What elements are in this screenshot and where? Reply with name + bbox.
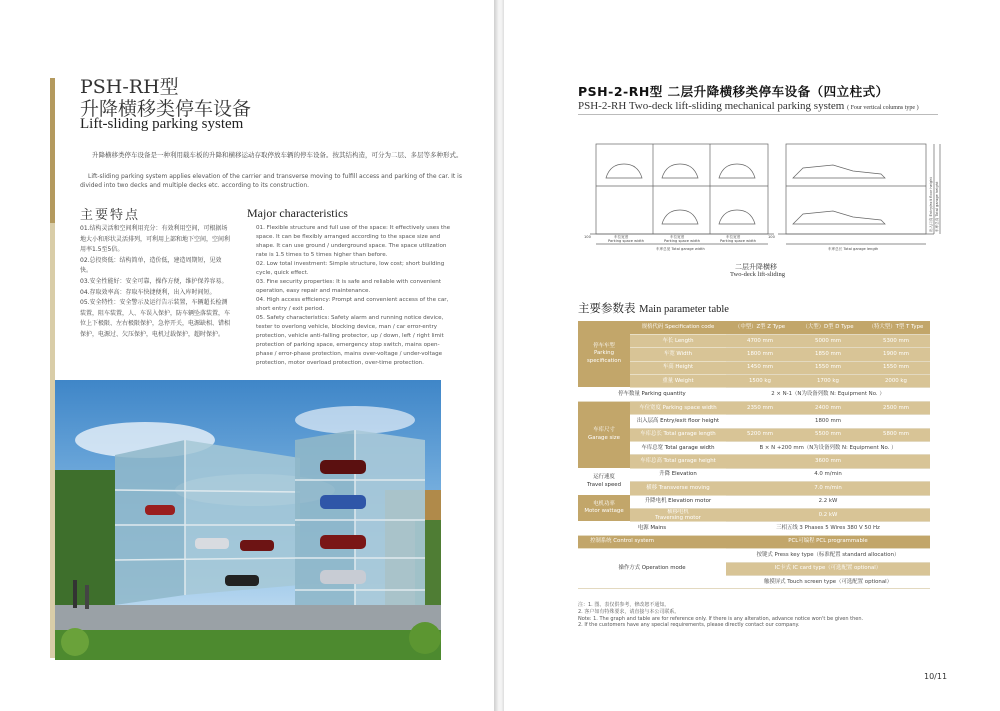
right-page bbox=[504, 0, 1000, 711]
table-row: 横移 Transverse moving 7.0 m/min bbox=[578, 482, 930, 495]
table-row: 停车数量 Parking quantity 2 × N-1（N为设备列数 N: Equipment No. ） bbox=[578, 388, 930, 401]
features-heading-en: Major characteristics bbox=[247, 206, 348, 220]
table-row: 运行速度 Travel speed 升降 Elevation 4.0 m/min bbox=[578, 468, 930, 481]
product-title-en: Lift-sliding parking system bbox=[80, 116, 244, 132]
table-row: 电源 Mains 三相五线 3 Phases 5 Wires 380 V 50 Hz bbox=[578, 522, 930, 535]
product-title-cn: 升降横移类停车设备 bbox=[80, 98, 252, 120]
parameter-table bbox=[578, 321, 930, 589]
row-group-label: 电机功率 Motor wattage bbox=[578, 495, 630, 522]
title-divider bbox=[578, 114, 938, 115]
table-row: 车库总高 Total garage height 3600 mm bbox=[578, 455, 930, 468]
feature-item: 04. High access efficiency: Prompt and convenient access of the car, short entry / exit period. bbox=[256, 297, 449, 312]
table-row: 触摸屏式 Touch screen type（可选配置 optional） bbox=[578, 575, 930, 588]
feature-item: 05.安全特性：安全警示及运行告示装置，车辆超长检测装置，阻车装置，人、车误入保护，防车辆坠落装置，车位上下极限、左右极限保护，急停开关，电源缺相、错相保护，电源过、欠压保护，电机过载保护，超时保护。 bbox=[80, 299, 231, 338]
table-row: 控制系统 Control system PCL可编程 PCL programmable bbox=[578, 535, 930, 548]
table-row: 车库尺寸 Garage size 车位宽度 Parking space width 2350 mm 2400 mm 2500 mm bbox=[578, 401, 930, 414]
diagram-caption-cn: 二层升降横移 bbox=[735, 263, 777, 271]
feature-item: 02.总投资低：结构简单，造价低，建造周期短，见效快。 bbox=[80, 256, 222, 275]
intro-text-en: Lift-sliding parking system applies elevation of the carrier and transverse moving to fulfill access and parking of the car. It is divided into two decks and multiple decks etc. according to its construction. bbox=[80, 173, 462, 189]
svg-text:车库总宽 Total garage width: 车库总宽 Total garage width bbox=[656, 247, 705, 251]
table-row: 操作方式 Operation mode 按键式 Press key type（标准配置 standard allocation） bbox=[578, 549, 930, 562]
svg-text:车库总高 Total garage height: 车库总高 Total garage height bbox=[935, 181, 939, 232]
svg-text:100: 100 bbox=[768, 235, 775, 239]
row-group-label: 车库尺寸 Garage size bbox=[578, 401, 630, 468]
model-title: PSH-RH型 bbox=[80, 76, 179, 98]
features-heading-cn: 主要特点 bbox=[80, 208, 141, 223]
svg-text:100: 100 bbox=[584, 235, 591, 239]
two-deck-diagram bbox=[578, 138, 944, 253]
feature-item: 05. Safety characteristics: Safety alarm and running notice device, tester to overlong vehicle, blocking device, man / car error-entry protection, vehicle anti-falling protector, up / down, left / right limit protection of parking space, emergency stop switch, mains open-phase / error-phase protection, mains over-voltage / under-voltage protection, motor overload protection, over-time protection. bbox=[256, 315, 444, 366]
table-row: 横移电机 Traversing motor 0.2 kW bbox=[578, 508, 930, 521]
svg-text:Parking space width: Parking space width bbox=[664, 239, 701, 243]
spec-title-cn: PSH-2-RH型 二层升降横移类停车设备（四立柱式） bbox=[578, 84, 889, 99]
table-row: 重量 Weight 1500 kg 1700 kg 2000 kg bbox=[578, 375, 930, 388]
row-group-label: 运行速度 Travel speed bbox=[578, 468, 630, 495]
svg-text:出入口高 Entry/exit floor height: 出入口高 Entry/exit floor height bbox=[929, 177, 933, 232]
table-row: 车库总长 Total garage length 5200 mm 5500 mm 5800 mm bbox=[578, 428, 930, 441]
table-row: 出入层高 Entry/exit floor height 1800 mm bbox=[578, 415, 930, 428]
feature-item: 03. Fine security properties: It is safe and reliable with convenient operation, easy repair and maintenance. bbox=[256, 279, 442, 294]
svg-text:车位宽度: 车位宽度 bbox=[726, 235, 741, 239]
table-row: 车长 Length 4700 mm 5000 mm 5300 mm bbox=[578, 334, 930, 347]
table-row: IC卡式 IC card type（可选配置 optional） bbox=[578, 562, 930, 575]
table-row: 车高 Height 1450 mm 1550 mm 1550 mm bbox=[578, 361, 930, 374]
parking-building-photo bbox=[55, 380, 441, 660]
feature-item: 04.存取效率高：存取车快捷便利，出入库时间短。 bbox=[80, 288, 216, 296]
features-list-cn bbox=[80, 224, 230, 341]
table-row: 停车车型 Parking specification 规格代码 Specification code （中型）Z型 Z Type （大型）D型 D Type （特大型）T型 T Type bbox=[578, 321, 930, 334]
table-row: 车库总宽 Total garage width B × N +200 mm（N为设备列数 N: Equipment No. ） bbox=[578, 442, 930, 455]
feature-item: 02. Low total investment: Simple structure, low cost; short building cycle, quick effect. bbox=[256, 261, 445, 276]
parameter-table-title: 主要参数表 Main parameter table bbox=[578, 301, 729, 315]
feature-item: 01.结构灵活和空间利用充分：有效利用空间，可根据场地大小和形状灵活排列，可利用上部和地下空间，空间利用率1.5至5倍。 bbox=[80, 225, 231, 254]
svg-text:车库总长 Total garage length: 车库总长 Total garage length bbox=[828, 247, 879, 251]
diagram-caption-en: Two-deck lift-sliding bbox=[730, 271, 785, 278]
svg-text:Parking space width: Parking space width bbox=[720, 239, 757, 243]
feature-item: 01. Flexible structure and full use of the space: It effectively uses the space. It can be flexibly arranged according to the space size and shape. It can use ground / underground space. The space utilization rate is 1.5 times to 5 times higher than before. bbox=[256, 225, 451, 258]
table-row: 电机功率 Motor wattage 升降电机 Elevation motor 2.2 kW bbox=[578, 495, 930, 508]
table-row: 车宽 Width 1800 mm 1850 mm 1900 mm bbox=[578, 348, 930, 361]
page-number: 10/11 bbox=[924, 672, 948, 681]
svg-text:车位宽度: 车位宽度 bbox=[614, 235, 629, 239]
spec-title-en: PSH-2-RH Two-deck lift-sliding mechanical parking system ( Four vertical columns type ) bbox=[578, 100, 919, 112]
svg-text:车位宽度: 车位宽度 bbox=[670, 235, 685, 239]
features-list-en bbox=[256, 224, 451, 368]
svg-text:Parking space width: Parking space width bbox=[608, 239, 645, 243]
table-notes: 注：1. 图、表仅供参考，修改恕不通知。 2. 客户如有特殊要求，请直接与本公司联系。 Note: 1. The graph and table are for reference only. If there is any alteration, advance notice won't be given then. 2. If the customers have any special requirements, please directly contact our company. bbox=[578, 602, 864, 629]
intro-text-cn: 升降横移类停车设备是一种利用载车板的升降和横移运动存取停放车辆的停车设备。按其结构造，可分为二层、多层等多种形式。 bbox=[92, 151, 463, 159]
left-page bbox=[0, 0, 496, 711]
feature-item: 03.安全性能好：安全可靠，操作方便，维护保养容易。 bbox=[80, 277, 228, 285]
row-group-label: 停车车型 Parking specification bbox=[578, 321, 630, 388]
